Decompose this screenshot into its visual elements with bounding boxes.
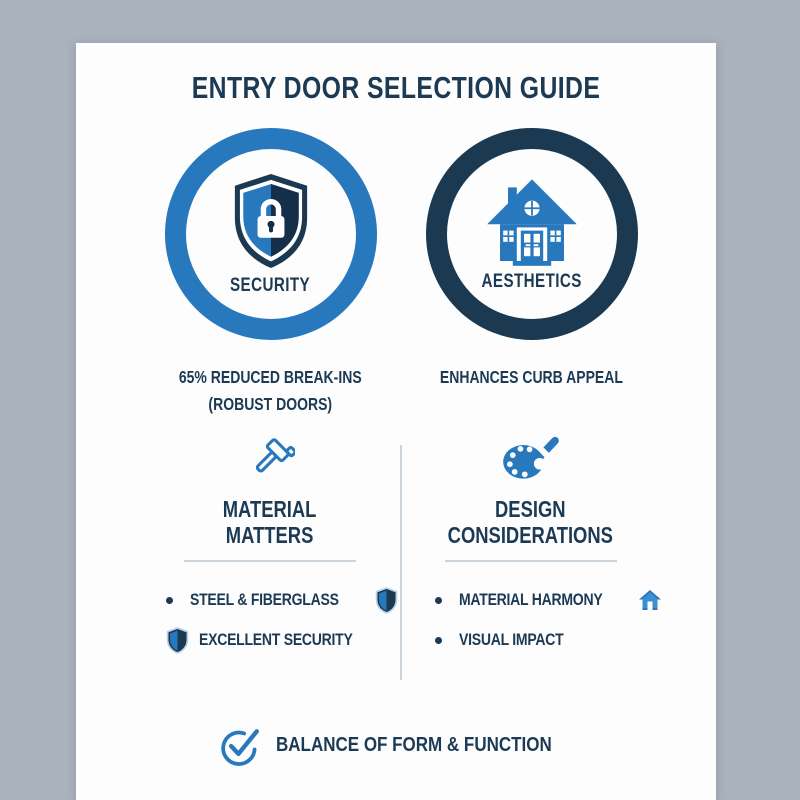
hero-aesthetics-column bbox=[401, 128, 662, 418]
shield-icon bbox=[166, 627, 189, 654]
list-item bbox=[435, 586, 662, 614]
palette-icon bbox=[500, 434, 562, 482]
hero-security-column bbox=[140, 128, 401, 418]
details-section bbox=[76, 434, 716, 654]
security-ring bbox=[165, 128, 377, 340]
bullet-text: VISUAL IMPACT bbox=[459, 630, 564, 649]
home-icon bbox=[638, 589, 662, 611]
material-icon-wrap bbox=[245, 434, 295, 482]
aesthetics-ring bbox=[426, 128, 638, 340]
design-bullets bbox=[399, 586, 662, 654]
security-stat-line1: 65% REDUCED BREAK-INS bbox=[179, 367, 362, 387]
material-matters-heading: MATERIAL MATTERS bbox=[222, 496, 317, 548]
bullet-dot bbox=[166, 597, 173, 604]
footer-banner bbox=[102, 724, 716, 766]
house-icon bbox=[484, 176, 580, 266]
bullet-text: MATERIAL HARMONY bbox=[459, 590, 603, 609]
shield-icon bbox=[375, 587, 398, 614]
hammer-icon bbox=[245, 433, 295, 483]
vertical-divider bbox=[400, 445, 402, 680]
list-item bbox=[166, 626, 399, 654]
bullet-dot bbox=[435, 597, 442, 604]
aesthetics-stat-line1: ENHANCES CURB APPEAL bbox=[439, 367, 624, 387]
security-stat bbox=[156, 364, 385, 418]
footer-text: BALANCE OF FORM & FUNCTION bbox=[275, 733, 552, 756]
hero-row bbox=[76, 128, 716, 418]
shield-lock-icon bbox=[229, 172, 313, 270]
bullet-text: STEEL & FIBERGLASS bbox=[190, 590, 339, 609]
design-considerations-column bbox=[399, 434, 662, 654]
check-circle-icon bbox=[218, 724, 262, 766]
page-title-text: ENTRY DOOR SELECTION GUIDE bbox=[191, 70, 601, 105]
design-icon-wrap bbox=[500, 434, 562, 482]
design-considerations-heading: DESIGN CONSIDERATIONS bbox=[447, 496, 614, 548]
material-bullets bbox=[140, 586, 399, 654]
security-label: SECURITY bbox=[230, 274, 311, 296]
list-item bbox=[166, 586, 399, 614]
aesthetics-label: AESTHETICS bbox=[481, 270, 582, 292]
bullet-dot bbox=[435, 637, 442, 644]
list-item bbox=[435, 626, 662, 654]
security-stat-line2: (ROBUST DOORS) bbox=[208, 394, 333, 414]
page-title bbox=[76, 70, 716, 106]
bullet-text: EXCELLENT SECURITY bbox=[199, 630, 353, 649]
aesthetics-stat bbox=[417, 364, 646, 391]
material-underline bbox=[184, 560, 356, 562]
infographic-card bbox=[76, 43, 716, 800]
design-underline bbox=[445, 560, 617, 562]
material-matters-column bbox=[140, 434, 399, 654]
